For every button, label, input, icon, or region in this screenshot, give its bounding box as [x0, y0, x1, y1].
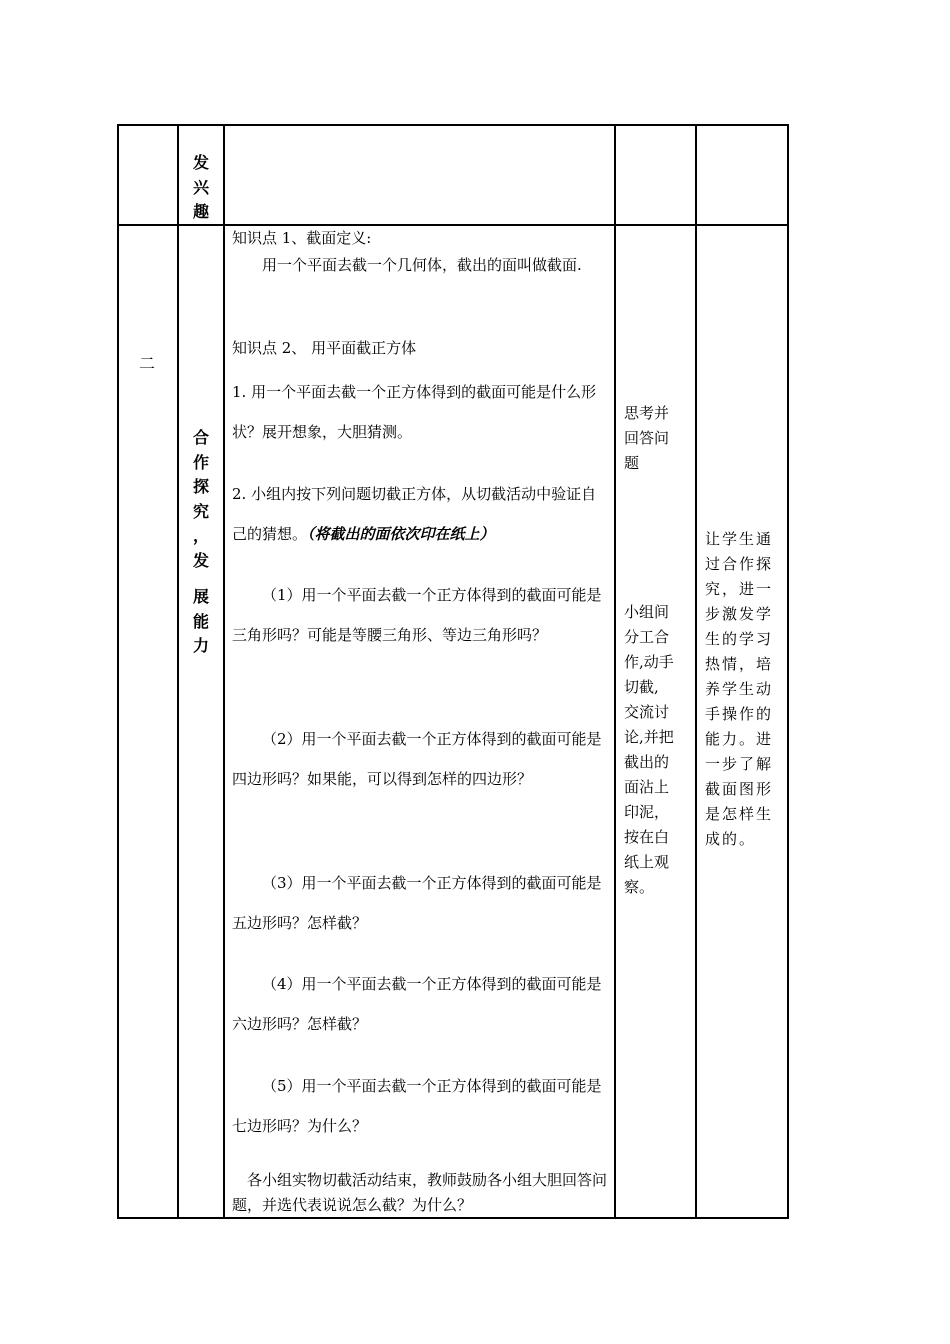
- intent-line: 过合作探: [705, 555, 774, 573]
- activity-line: 小组间: [624, 603, 670, 621]
- activity-line: 截出的: [624, 753, 670, 771]
- intent-line: 热情，培: [705, 655, 774, 673]
- row2-stage-char: 力: [192, 636, 209, 655]
- activity-line: 交流讨: [624, 703, 670, 721]
- student-activity-2: [624, 600, 694, 900]
- row2-stage-char: 探: [192, 477, 209, 496]
- activity-line: 论,并把: [624, 728, 674, 746]
- row2-stage-char: ，: [192, 526, 209, 545]
- activity-line: 题: [624, 454, 640, 472]
- intent-line: 是怎样生: [705, 805, 774, 823]
- design-intent: [705, 527, 785, 852]
- activity-line: 按在白: [624, 828, 670, 846]
- table-col-line-1: [177, 124, 179, 1219]
- intent-line: 一步了解: [705, 755, 774, 773]
- table-border-top: [117, 124, 789, 126]
- row2-stage-char: 合: [192, 428, 209, 447]
- question-2-text: 2. 小组内按下列问题切截正方体，从切截活动中验证自己的猜想。: [232, 485, 597, 543]
- closing-paragraph: 各小组实物切截活动结束，教师鼓励各小组大胆回答问题，并选代表说说怎么截？为什么？: [232, 1171, 608, 1214]
- activity-line: 察。: [624, 878, 655, 896]
- intent-line: 生的学习: [705, 630, 774, 648]
- intent-line: 让学生通: [705, 530, 774, 548]
- row2-stage-label: [189, 426, 213, 659]
- sub-question-4: （4）用一个平面去截一个正方体得到的截面可能是六边形吗？怎样截？: [232, 975, 602, 1033]
- sub-question-1: （1）用一个平面去截一个正方体得到的截面可能是三角形吗？可能是等腰三角形、等边三角形吗？: [232, 586, 602, 644]
- activity-line: 作,动手: [624, 653, 674, 671]
- activity-line: 思考并: [624, 404, 670, 422]
- activity-line: 切截,: [624, 678, 659, 696]
- intent-line: 成的。: [705, 830, 757, 848]
- kp1-body: 用一个平面去截一个几何体，截出的面叫做截面.: [262, 256, 582, 274]
- kp2-title: 知识点 2、 用平面截正方体: [232, 339, 417, 357]
- question-2: [232, 474, 610, 554]
- table-col-line-5: [787, 124, 789, 1219]
- intent-line: 截面图形: [705, 780, 774, 798]
- row2-stage-char: 发: [192, 550, 209, 570]
- row2-stage-char: 作: [192, 452, 209, 472]
- student-activity-1: [624, 401, 694, 476]
- activity-line: 印泥，: [624, 803, 670, 821]
- table-col-line-4: [695, 124, 697, 1219]
- intent-line: 能力。进: [705, 730, 774, 748]
- row1-stage-label: [189, 151, 213, 225]
- intent-line: 手操作的: [705, 705, 774, 723]
- intent-line: 步激发学: [705, 605, 774, 623]
- activity-line: 纸上观: [624, 853, 670, 871]
- question-1: 1. 用一个平面去截一个正方体得到的截面可能是什么形状？展开想象，大胆猜测。: [232, 383, 597, 441]
- sub-question-5: （5）用一个平面去截一个正方体得到的截面可能是七边形吗？为什么？: [232, 1077, 602, 1135]
- row2-stage-char: 展: [192, 587, 209, 606]
- intent-line: 究，进一: [705, 580, 774, 598]
- row1-stage-char: 兴: [192, 177, 209, 197]
- intent-line: 养学生动: [705, 680, 774, 698]
- activity-line: 分工合: [624, 628, 670, 646]
- kp1-title: 知识点 1、截面定义:: [232, 229, 372, 247]
- table-col-line-2: [223, 124, 225, 1219]
- sub-question-2: （2）用一个平面去截一个正方体得到的截面可能是四边形吗？如果能，可以得到怎样的四边形？: [232, 730, 602, 788]
- activity-line: 面沾上: [624, 778, 670, 796]
- question-2-note: （将截出的面依次印在纸上）: [307, 525, 495, 543]
- row1-stage-char: 趣: [192, 202, 209, 221]
- table-col-line-3: [614, 124, 616, 1219]
- row2-number: 二: [139, 354, 156, 373]
- row2-stage-char: 究: [192, 501, 209, 521]
- table-col-line-0: [117, 124, 119, 1219]
- sub-question-3: （3）用一个平面去截一个正方体得到的截面可能是五边形吗？怎样截？: [232, 874, 602, 932]
- row2-stage-char: 能: [192, 611, 209, 631]
- row1-stage-char: 发: [192, 153, 209, 172]
- activity-line: 回答问: [624, 429, 670, 447]
